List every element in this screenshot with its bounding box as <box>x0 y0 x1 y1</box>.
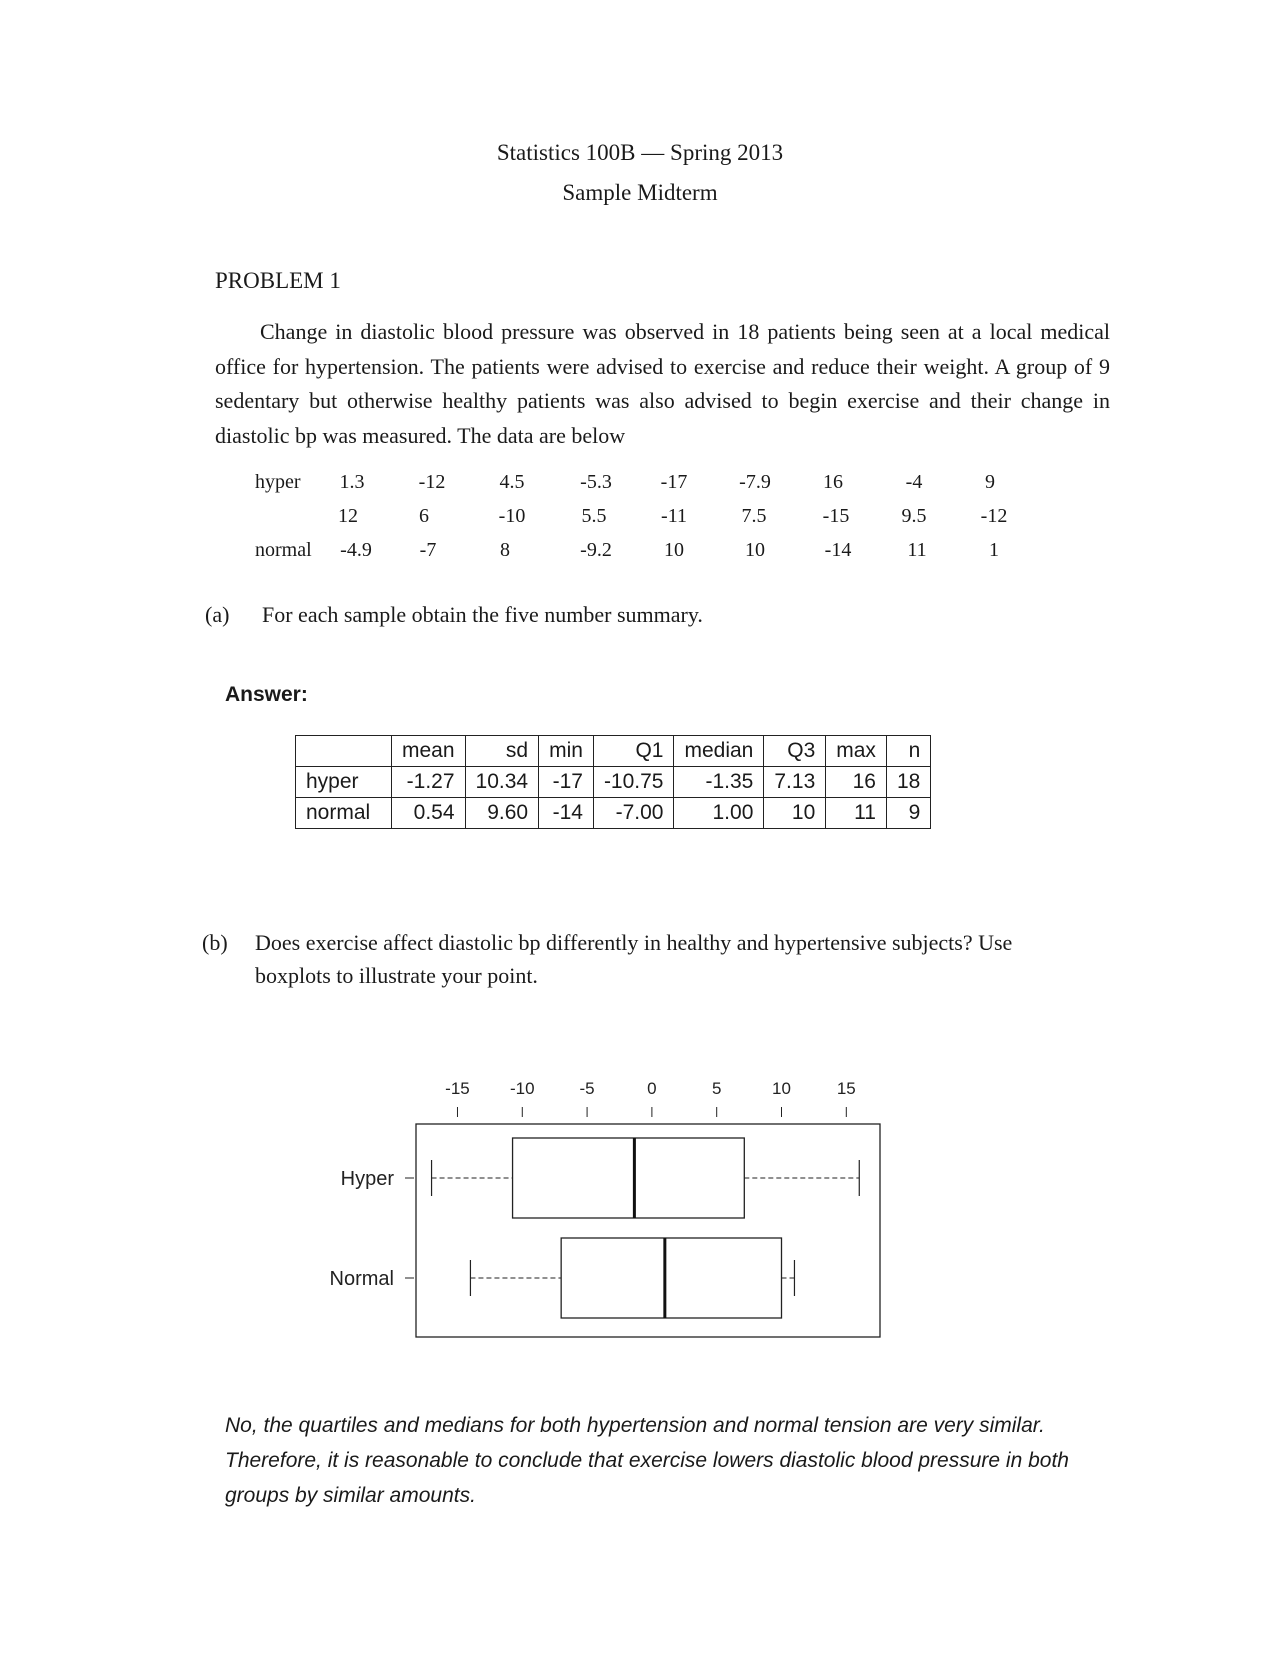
table-cell: -10.75 <box>593 767 674 798</box>
data-value: -5.3 <box>580 471 612 493</box>
boxplot-chart <box>0 1060 1280 1350</box>
table-cell: -17 <box>539 767 594 798</box>
data-value: -10 <box>498 505 526 527</box>
table-row <box>296 767 931 798</box>
table-header-row <box>296 736 931 767</box>
table-cell: 18 <box>886 767 930 798</box>
table-header-cell: max <box>826 736 887 767</box>
x-tick-label: 10 <box>772 1079 791 1098</box>
data-value: 4.5 <box>499 471 525 493</box>
table-header-cell: Q3 <box>764 736 826 767</box>
conclusion-line: Therefore, it is reasonable to conclude that exercise lowers diastolic blood pressure in both <box>225 1449 1069 1472</box>
data-value: 8 <box>500 539 510 561</box>
table-row <box>296 798 931 829</box>
data-row-hyper-2 <box>0 505 1280 535</box>
row-label: hyper <box>255 471 301 493</box>
table-cell: 10 <box>764 798 826 829</box>
data-value: -12 <box>980 505 1008 527</box>
table-cell: 7.13 <box>764 767 826 798</box>
data-value: -9.2 <box>580 539 612 561</box>
data-value: -14 <box>824 539 852 561</box>
group-label-normal: Normal <box>329 1268 394 1290</box>
table-header-cell: median <box>674 736 764 767</box>
table-cell: -1.27 <box>392 767 466 798</box>
conclusion-line: No, the quartiles and medians for both hypertension and normal tension are very similar. <box>225 1414 1045 1437</box>
data-value: -15 <box>822 505 850 527</box>
table-cell: 11 <box>826 798 887 829</box>
data-value: 12 <box>338 505 358 527</box>
x-tick-label: 15 <box>836 1079 856 1098</box>
data-value: 10 <box>664 539 684 561</box>
data-value: -11 <box>661 505 687 527</box>
data-value: -12 <box>418 471 446 493</box>
part-a-letter: (a) <box>205 602 230 627</box>
table-header-cell: min <box>539 736 594 767</box>
table-cell: 9 <box>886 798 930 829</box>
table-header-cell: sd <box>465 736 539 767</box>
course-title: Statistics 100B — Spring 2013 <box>496 140 784 165</box>
data-value: 11 <box>907 539 927 561</box>
table-cell: 0.54 <box>392 798 466 829</box>
data-value: 5.5 <box>581 505 607 527</box>
part-b-question-line1: Does exercise affect diastolic bp differently in healthy and hypertensive subjects? Use <box>255 930 1013 955</box>
conclusion-text <box>225 1408 1165 1513</box>
table-cell: -1.35 <box>674 767 764 798</box>
x-tick-label: -10 <box>509 1079 535 1098</box>
problem-heading: PROBLEM 1 <box>215 268 341 293</box>
box-iqr <box>561 1238 781 1318</box>
data-row-normal <box>0 539 1280 569</box>
x-tick-label: 0 <box>647 1079 657 1098</box>
table-header-cell <box>296 736 392 767</box>
data-value: 1 <box>989 539 999 561</box>
box-iqr <box>513 1138 745 1218</box>
data-value: 9.5 <box>901 505 927 527</box>
x-tick-label: -5 <box>579 1079 595 1098</box>
data-value: -4.9 <box>340 539 372 561</box>
problem-paragraph: Change in diastolic blood pressure was observed in 18 patients being seen at a local medical office for hypertension. The patients were advised to exercise and reduce their weight. A group of 9 sedentary but otherwise healthy patients was also advised to begin exercise and their change in diastolic bp was measured. The data are below <box>215 319 1110 448</box>
table-cell: 16 <box>826 767 887 798</box>
table-cell: 9.60 <box>465 798 539 829</box>
data-value: -17 <box>660 471 688 493</box>
part-b-question-line2: boxplots to illustrate your point. <box>255 963 538 988</box>
answer-label: Answer: <box>225 683 308 706</box>
table-cell: hyper <box>296 767 392 798</box>
table-cell: -7.00 <box>593 798 674 829</box>
table-cell: -14 <box>539 798 594 829</box>
data-row-hyper-1 <box>0 471 1280 501</box>
data-value: 10 <box>745 539 765 561</box>
row-label: normal <box>255 539 312 561</box>
table-cell: 10.34 <box>465 767 539 798</box>
table-cell: 1.00 <box>674 798 764 829</box>
x-tick-label: 5 <box>711 1079 722 1098</box>
table-cell: normal <box>296 798 392 829</box>
part-b-letter: (b) <box>202 930 228 955</box>
x-tick-label: -15 <box>445 1079 470 1098</box>
data-value: 16 <box>823 471 843 493</box>
table-header-cell: mean <box>392 736 466 767</box>
summary-table <box>295 735 931 829</box>
conclusion-line: groups by similar amounts. <box>225 1484 476 1507</box>
data-value: -4 <box>905 471 923 493</box>
table-header-cell: Q1 <box>593 736 674 767</box>
part-a-question: For each sample obtain the five number summary. <box>262 602 703 627</box>
data-value: -7 <box>419 539 437 561</box>
data-value: 7.5 <box>741 505 767 527</box>
group-label-hyper: Hyper <box>340 1168 394 1190</box>
exam-subtitle: Sample Midterm <box>562 180 718 205</box>
data-value: -7.9 <box>739 471 771 493</box>
table-header-cell: n <box>886 736 930 767</box>
data-value: 6 <box>419 505 429 527</box>
data-value: 9 <box>985 471 995 493</box>
data-value: 1.3 <box>339 471 365 493</box>
